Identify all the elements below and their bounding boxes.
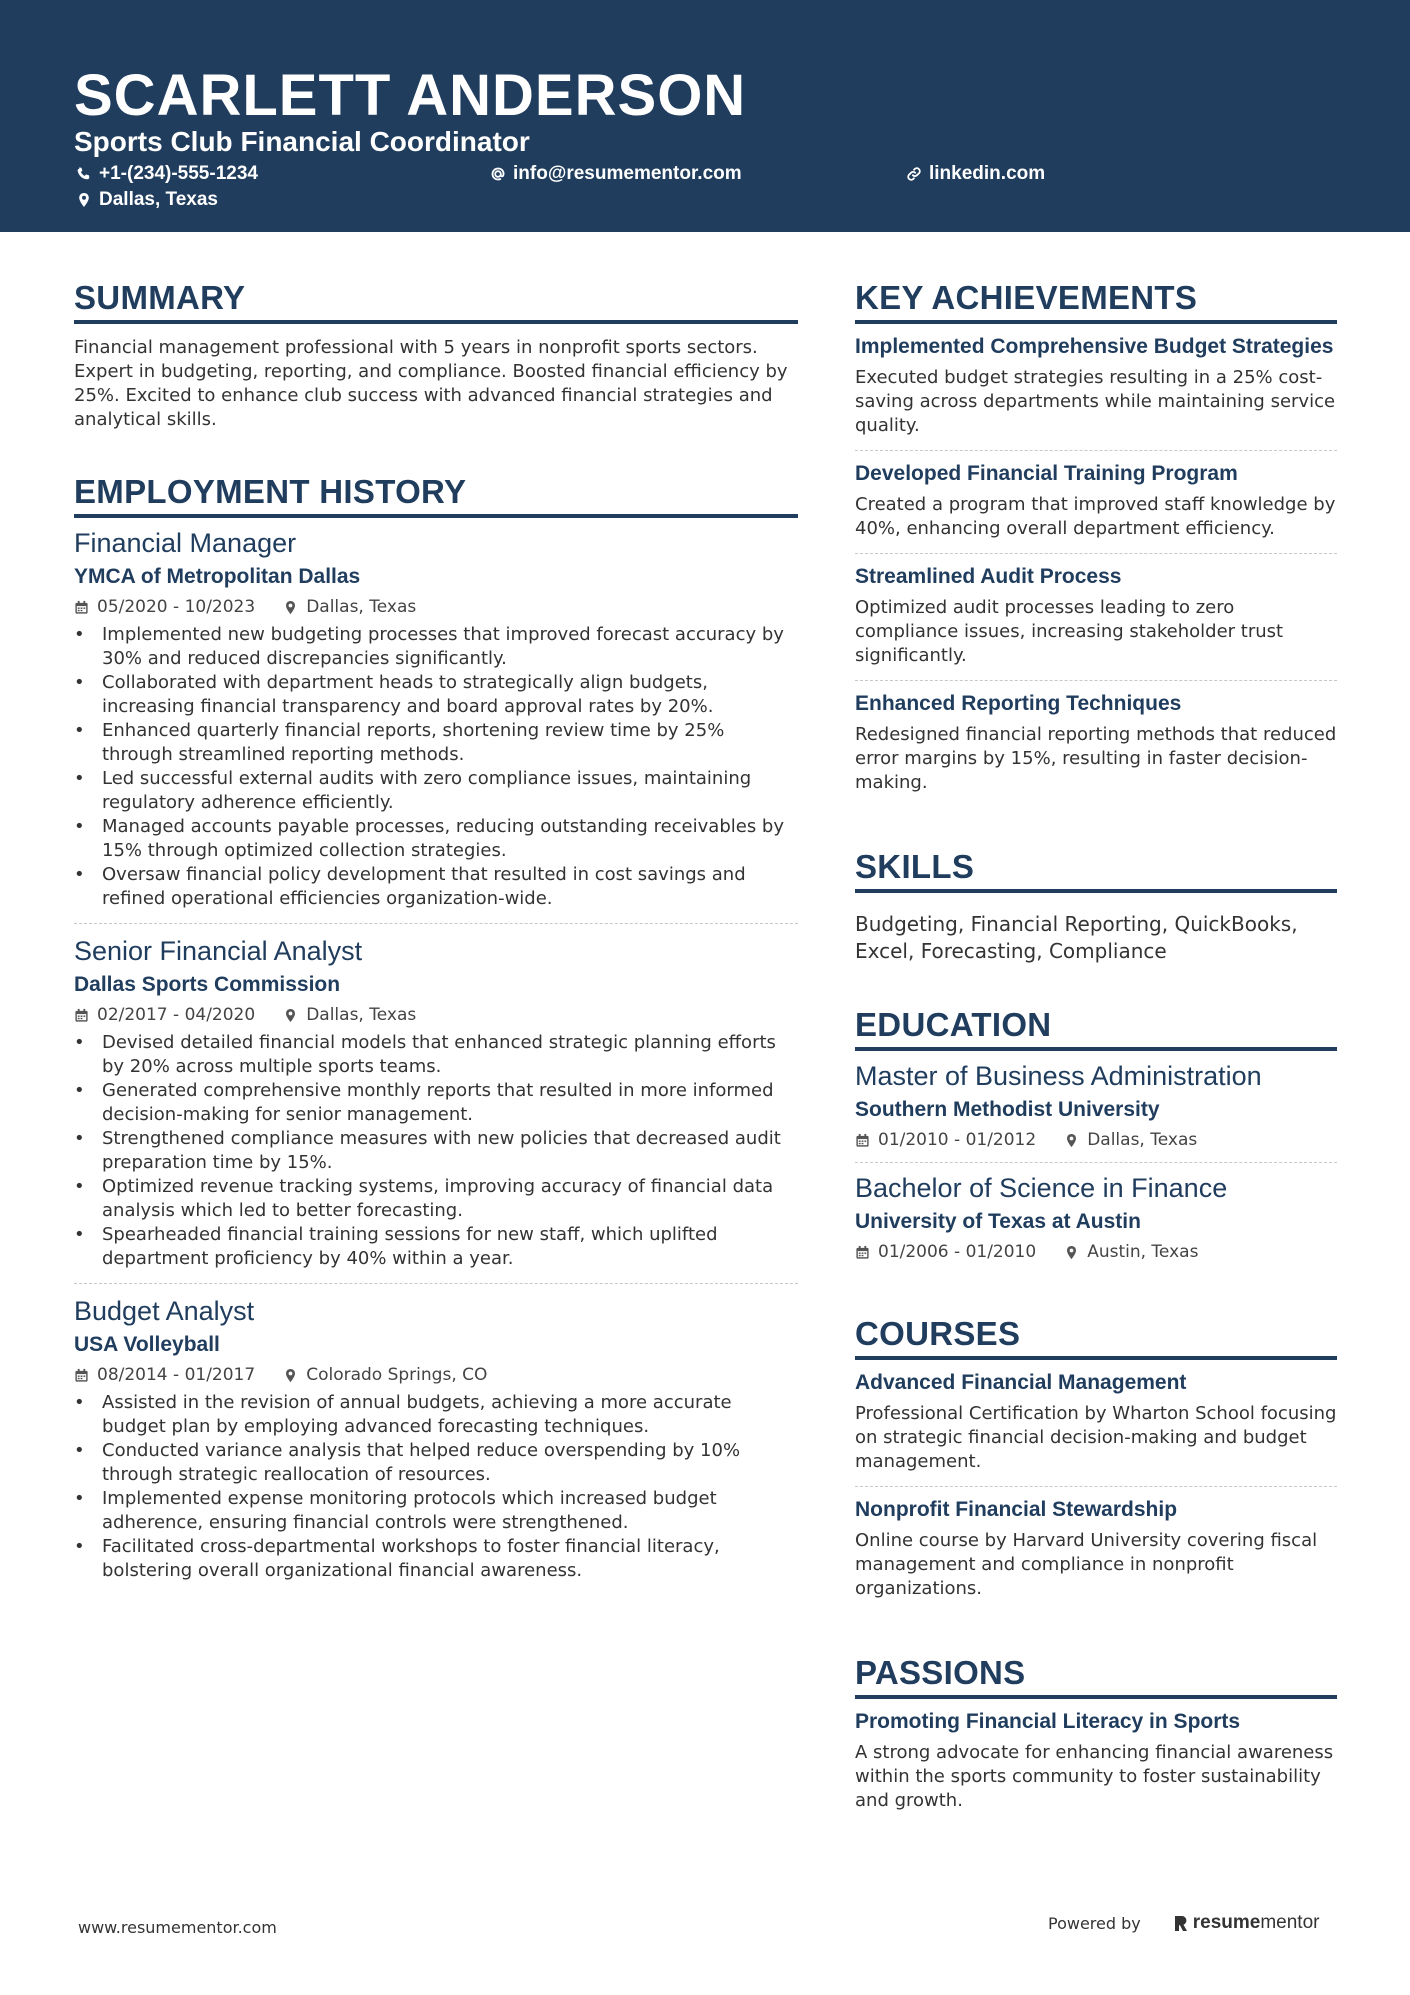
employment-section <box>74 472 798 1595</box>
job-bullet: • Facilitated cross-departmental workshops to foster financial literacy, bolstering overall organizational financial awareness. <box>74 1535 798 1583</box>
education-location-text: Dallas, Texas <box>1087 1130 1198 1150</box>
at-icon <box>490 166 506 182</box>
education-heading: EDUCATION <box>855 1005 1337 1051</box>
job-location <box>283 1005 416 1025</box>
passion-desc: A strong advocate for enhancing financial awareness within the sports community to foster sustainability and growth. <box>855 1742 1334 1811</box>
brand-bold: resume <box>1192 1912 1261 1933</box>
map-pin-icon <box>1064 1245 1079 1260</box>
calendar-icon <box>74 1368 89 1383</box>
education-dates-text: 01/2010 - 01/2012 <box>878 1130 1037 1150</box>
achievements-heading: KEY ACHIEVEMENTS <box>855 278 1337 324</box>
contact-phone <box>76 163 258 185</box>
calendar-icon <box>74 600 89 615</box>
job-title: Budget Analyst <box>74 1296 255 1326</box>
contact-linkedin[interactable] <box>906 163 1045 185</box>
achievement-title: Enhanced Reporting Techniques <box>855 692 1182 715</box>
degree-title: Master of Business Administration <box>855 1061 1262 1091</box>
summary-section <box>74 278 798 432</box>
job-meta <box>74 595 798 619</box>
achievement-desc: Optimized audit processes leading to zero compliance issues, increasing stakeholder trust significantly. <box>855 597 1284 666</box>
courses-heading: COURSES <box>855 1314 1337 1360</box>
education-location-text: Austin, Texas <box>1087 1242 1199 1262</box>
education-section <box>855 1005 1337 1274</box>
school-name: University of Texas at Austin <box>855 1210 1141 1233</box>
education-entry <box>855 1171 1337 1274</box>
education-entry <box>855 1059 1337 1163</box>
job-bullet: • Conducted variance analysis that helped reduce overspending by 10% through strategic reallocation of resources. <box>74 1439 798 1487</box>
course-title: Advanced Financial Management <box>855 1371 1187 1394</box>
header <box>0 0 1410 232</box>
job-meta <box>74 1363 798 1387</box>
achievement-item <box>855 451 1337 554</box>
passion-item <box>855 1699 1337 1825</box>
job-entry <box>74 1294 798 1595</box>
education-dates <box>855 1130 1036 1150</box>
brand-logo[interactable] <box>1173 1912 1320 1934</box>
passion-title: Promoting Financial Literacy in Sports <box>855 1710 1241 1733</box>
job-entry <box>74 934 798 1284</box>
phone-text: +1-(234)-555-1234 <box>99 163 258 184</box>
job-location <box>283 1365 487 1385</box>
education-meta <box>855 1128 1337 1152</box>
achievement-item <box>855 324 1337 451</box>
left-column <box>74 278 798 1635</box>
job-dates <box>74 597 255 617</box>
job-bullet: • Generated comprehensive monthly reports that resulted in more informed decision-making for senior management. <box>74 1079 798 1127</box>
achievements-section <box>855 278 1337 807</box>
achievement-desc: Executed budget strategies resulting in a 25% cost-saving across departments while maintaining service quality. <box>855 367 1336 436</box>
achievement-title: Implemented Comprehensive Budget Strategies <box>855 335 1334 358</box>
school-name: Southern Methodist University <box>855 1098 1160 1121</box>
email-text: info@resumementor.com <box>513 163 742 184</box>
summary-heading: SUMMARY <box>74 278 798 324</box>
education-dates-text: 01/2006 - 01/2010 <box>878 1242 1037 1262</box>
course-item <box>855 1487 1337 1613</box>
job-bullets <box>74 1031 798 1271</box>
job-location-text: Colorado Springs, CO <box>306 1365 488 1385</box>
passions-section <box>855 1653 1337 1825</box>
job-dates-text: 08/2014 - 01/2017 <box>97 1365 256 1385</box>
footer-branding <box>1048 1912 1319 1934</box>
course-desc: Online course by Harvard University covering fiscal management and compliance in nonprofit organizations. <box>855 1530 1318 1599</box>
job-bullet: • Implemented new budgeting processes that improved forecast accuracy by 30% and reduced discrepancies significantly. <box>74 623 798 671</box>
job-entry <box>74 526 798 924</box>
achievement-item <box>855 554 1337 681</box>
linkedin-text: linkedin.com <box>929 163 1046 184</box>
job-bullet: • Managed accounts payable processes, reducing outstanding receivables by 15% through optimized collection strategies. <box>74 815 798 863</box>
degree-title: Bachelor of Science in Finance <box>855 1173 1228 1203</box>
contact-email[interactable] <box>490 163 742 185</box>
calendar-icon <box>855 1245 870 1260</box>
employment-heading: EMPLOYMENT HISTORY <box>74 472 798 518</box>
job-bullet: • Collaborated with department heads to strategically align budgets, increasing financial transparency and board approval rates by 20%. <box>74 671 798 719</box>
education-location <box>1064 1130 1197 1150</box>
calendar-icon <box>855 1133 870 1148</box>
map-pin-icon <box>283 1368 298 1383</box>
job-title: Financial Manager <box>74 528 297 558</box>
contact-location <box>76 189 218 211</box>
location-text: Dallas, Texas <box>99 189 219 210</box>
map-pin-icon <box>283 600 298 615</box>
job-bullet: • Assisted in the revision of annual budgets, achieving a more accurate budget plan by employing advanced forecasting techniques. <box>74 1391 798 1439</box>
brand-light: mentor <box>1260 1912 1320 1933</box>
powered-by-label: Powered by <box>1048 1913 1141 1933</box>
job-bullet: • Optimized revenue tracking systems, improving accuracy of financial data analysis which led to better forecasting. <box>74 1175 798 1223</box>
job-dates-text: 05/2020 - 10/2023 <box>97 597 256 617</box>
right-column <box>855 278 1337 1865</box>
skills-list: Budgeting, Financial Reporting, QuickBooks, Excel, Forecasting, Compliance <box>855 912 1298 963</box>
skills-section <box>855 847 1337 965</box>
course-desc: Professional Certification by Wharton School focusing on strategic financial decision-making and budget management. <box>855 1403 1337 1472</box>
job-bullet: • Enhanced quarterly financial reports, shortening review time by 25% through streamlined reporting methods. <box>74 719 798 767</box>
job-bullet: • Spearheaded financial training sessions for new staff, which uplifted department proficiency by 40% within a year. <box>74 1223 798 1271</box>
job-location-text: Dallas, Texas <box>306 597 417 617</box>
summary-text: Financial management professional with 5 years in nonprofit sports sectors. Expert in budgeting, reporting, and compliance. Boosted financial efficiency by 25%. Excited to enhance club success with advanced financial strategies and analytical skills. <box>74 337 788 430</box>
job-bullets <box>74 1391 798 1583</box>
map-pin-icon <box>283 1008 298 1023</box>
job-dates <box>74 1005 255 1025</box>
candidate-name: SCARLETT ANDERSON <box>74 63 747 128</box>
job-bullet: • Strengthened compliance measures with new policies that decreased audit preparation time by 15%. <box>74 1127 798 1175</box>
job-location-text: Dallas, Texas <box>306 1005 417 1025</box>
skills-heading: SKILLS <box>855 847 1337 893</box>
course-item <box>855 1360 1337 1487</box>
achievement-item <box>855 681 1337 807</box>
link-icon <box>906 166 922 182</box>
phone-icon <box>76 166 92 182</box>
job-dates <box>74 1365 255 1385</box>
job-dates-text: 02/2017 - 04/2020 <box>97 1005 256 1025</box>
map-pin-icon <box>1064 1133 1079 1148</box>
achievement-title: Streamlined Audit Process <box>855 565 1122 588</box>
job-bullets <box>74 623 798 911</box>
achievement-desc: Created a program that improved staff knowledge by 40%, enhancing overall department efficiency. <box>855 494 1336 539</box>
calendar-icon <box>74 1008 89 1023</box>
courses-section <box>855 1314 1337 1613</box>
education-location <box>1064 1242 1198 1262</box>
job-location <box>283 597 416 617</box>
candidate-title: Sports Club Financial Coordinator <box>74 126 530 157</box>
achievement-desc: Redesigned financial reporting methods that reduced error margins by 15%, resulting in faster decision-making. <box>855 724 1337 793</box>
resumementor-logo-icon <box>1173 1914 1189 1932</box>
job-bullet: • Devised detailed financial models that enhanced strategic planning efforts by 20% across multiple sports teams. <box>74 1031 798 1079</box>
education-meta <box>855 1240 1337 1264</box>
job-title: Senior Financial Analyst <box>74 936 363 966</box>
job-organization: Dallas Sports Commission <box>74 973 341 996</box>
job-bullet: • Implemented expense monitoring protocols which increased budget adherence, ensuring financial controls were strengthened. <box>74 1487 798 1535</box>
education-dates <box>855 1242 1036 1262</box>
passions-heading: PASSIONS <box>855 1653 1337 1699</box>
course-title: Nonprofit Financial Stewardship <box>855 1498 1178 1521</box>
job-organization: USA Volleyball <box>74 1333 220 1356</box>
job-organization: YMCA of Metropolitan Dallas <box>74 565 361 588</box>
map-pin-icon <box>76 192 92 208</box>
job-meta <box>74 1003 798 1027</box>
footer-website[interactable]: www.resumementor.com <box>78 1918 277 1937</box>
achievement-title: Developed Financial Training Program <box>855 462 1238 485</box>
job-bullet: • Led successful external audits with zero compliance issues, maintaining regulatory adherence efficiently. <box>74 767 798 815</box>
job-bullet: • Oversaw financial policy development that resulted in cost savings and refined operational efficiencies organization-wide. <box>74 863 798 911</box>
